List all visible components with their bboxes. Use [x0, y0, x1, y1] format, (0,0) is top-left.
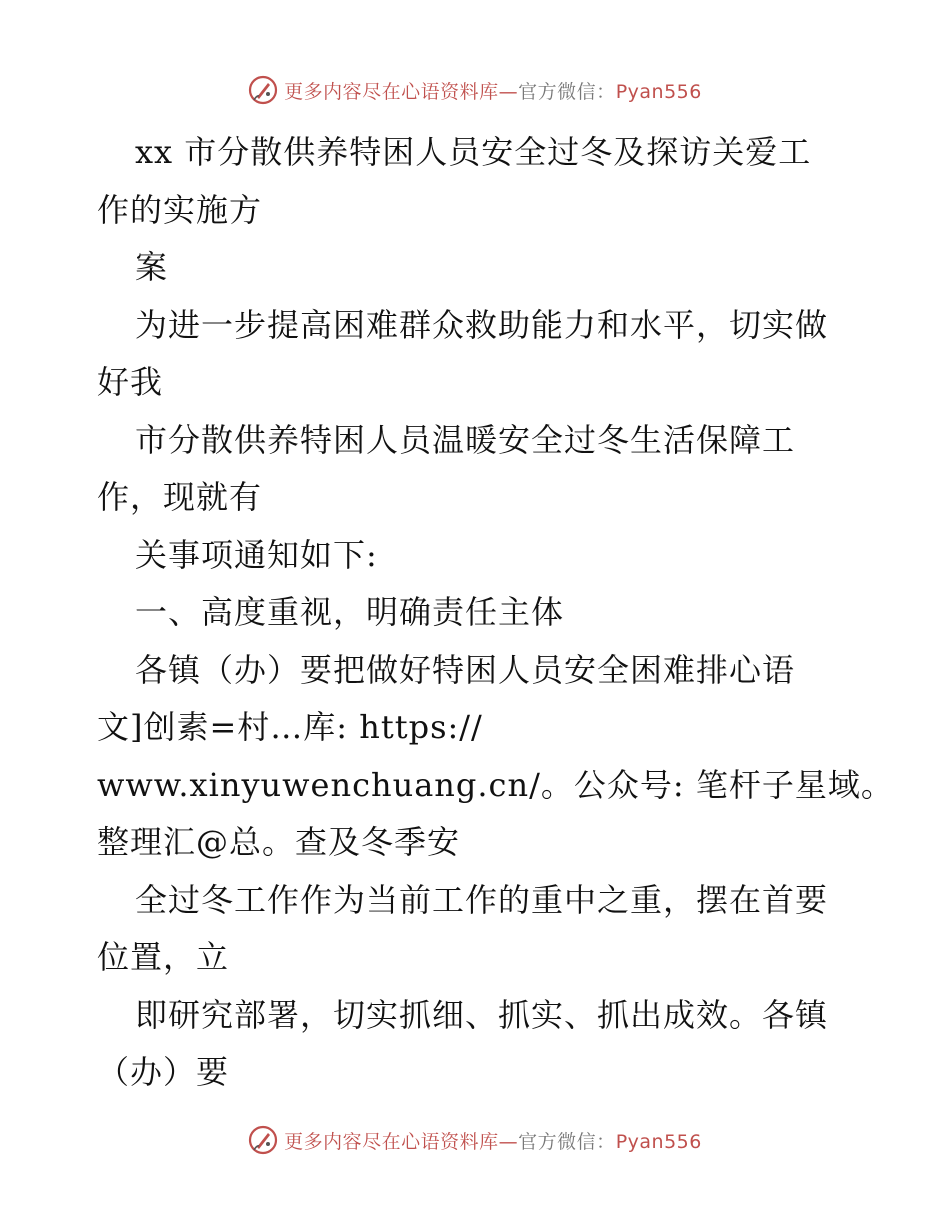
- document-line: 即研究部署，切实抓细、抓实、抓出成效。各镇: [135, 995, 829, 1034]
- document-line: （办）要: [97, 1053, 230, 1091]
- document-line: 全过冬工作作为当前工作的重中之重，摆在首要: [135, 880, 829, 919]
- watermark-handle: Pyan556: [615, 1130, 702, 1153]
- footer-watermark: [0, 1122, 950, 1158]
- document-line: 为进一步提高困难群众救助能力和水平，切实做: [135, 305, 829, 344]
- document-line: www.xinyuwenchuang.cn/。公众号: 笔杆子星域。: [97, 765, 894, 804]
- watermark-label: 官方微信：: [518, 80, 616, 103]
- document-body: [97, 124, 897, 1102]
- document-line: 关事项通知如下:: [135, 535, 378, 574]
- document-line: 作的实施方: [97, 190, 263, 229]
- watermark-main-text: 更多内容尽在心语资料库: [284, 80, 499, 103]
- document-line: 作，现就有: [97, 478, 263, 516]
- watermark-dash: —: [498, 80, 519, 103]
- document-line: 整理汇@总。查及冬季安: [97, 823, 461, 861]
- watermark-main-text: 更多内容尽在心语资料库: [284, 1130, 499, 1153]
- document-line: 案: [135, 248, 169, 286]
- document-line: 好我: [97, 363, 164, 401]
- document-line: 各镇（办）要把做好特困人员安全困难排心语: [135, 650, 796, 689]
- feather-pen-logo-icon: [248, 1125, 278, 1155]
- watermark-handle: Pyan556: [615, 80, 702, 103]
- document-line: 文]创素=村…库: https://: [97, 708, 483, 746]
- watermark-label: 官方微信：: [518, 1130, 616, 1153]
- document-line: 位置，立: [97, 938, 230, 976]
- document-line: 一、高度重视，明确责任主体: [135, 593, 565, 631]
- document-line: 市分散供养特困人员温暖安全过冬生活保障工: [135, 420, 796, 459]
- header-watermark: [0, 72, 950, 108]
- watermark-dash: —: [498, 1130, 519, 1153]
- document-line: xx 市分散供养特困人员安全过冬及探访关爱工: [135, 133, 812, 171]
- feather-pen-logo-icon: [248, 75, 278, 105]
